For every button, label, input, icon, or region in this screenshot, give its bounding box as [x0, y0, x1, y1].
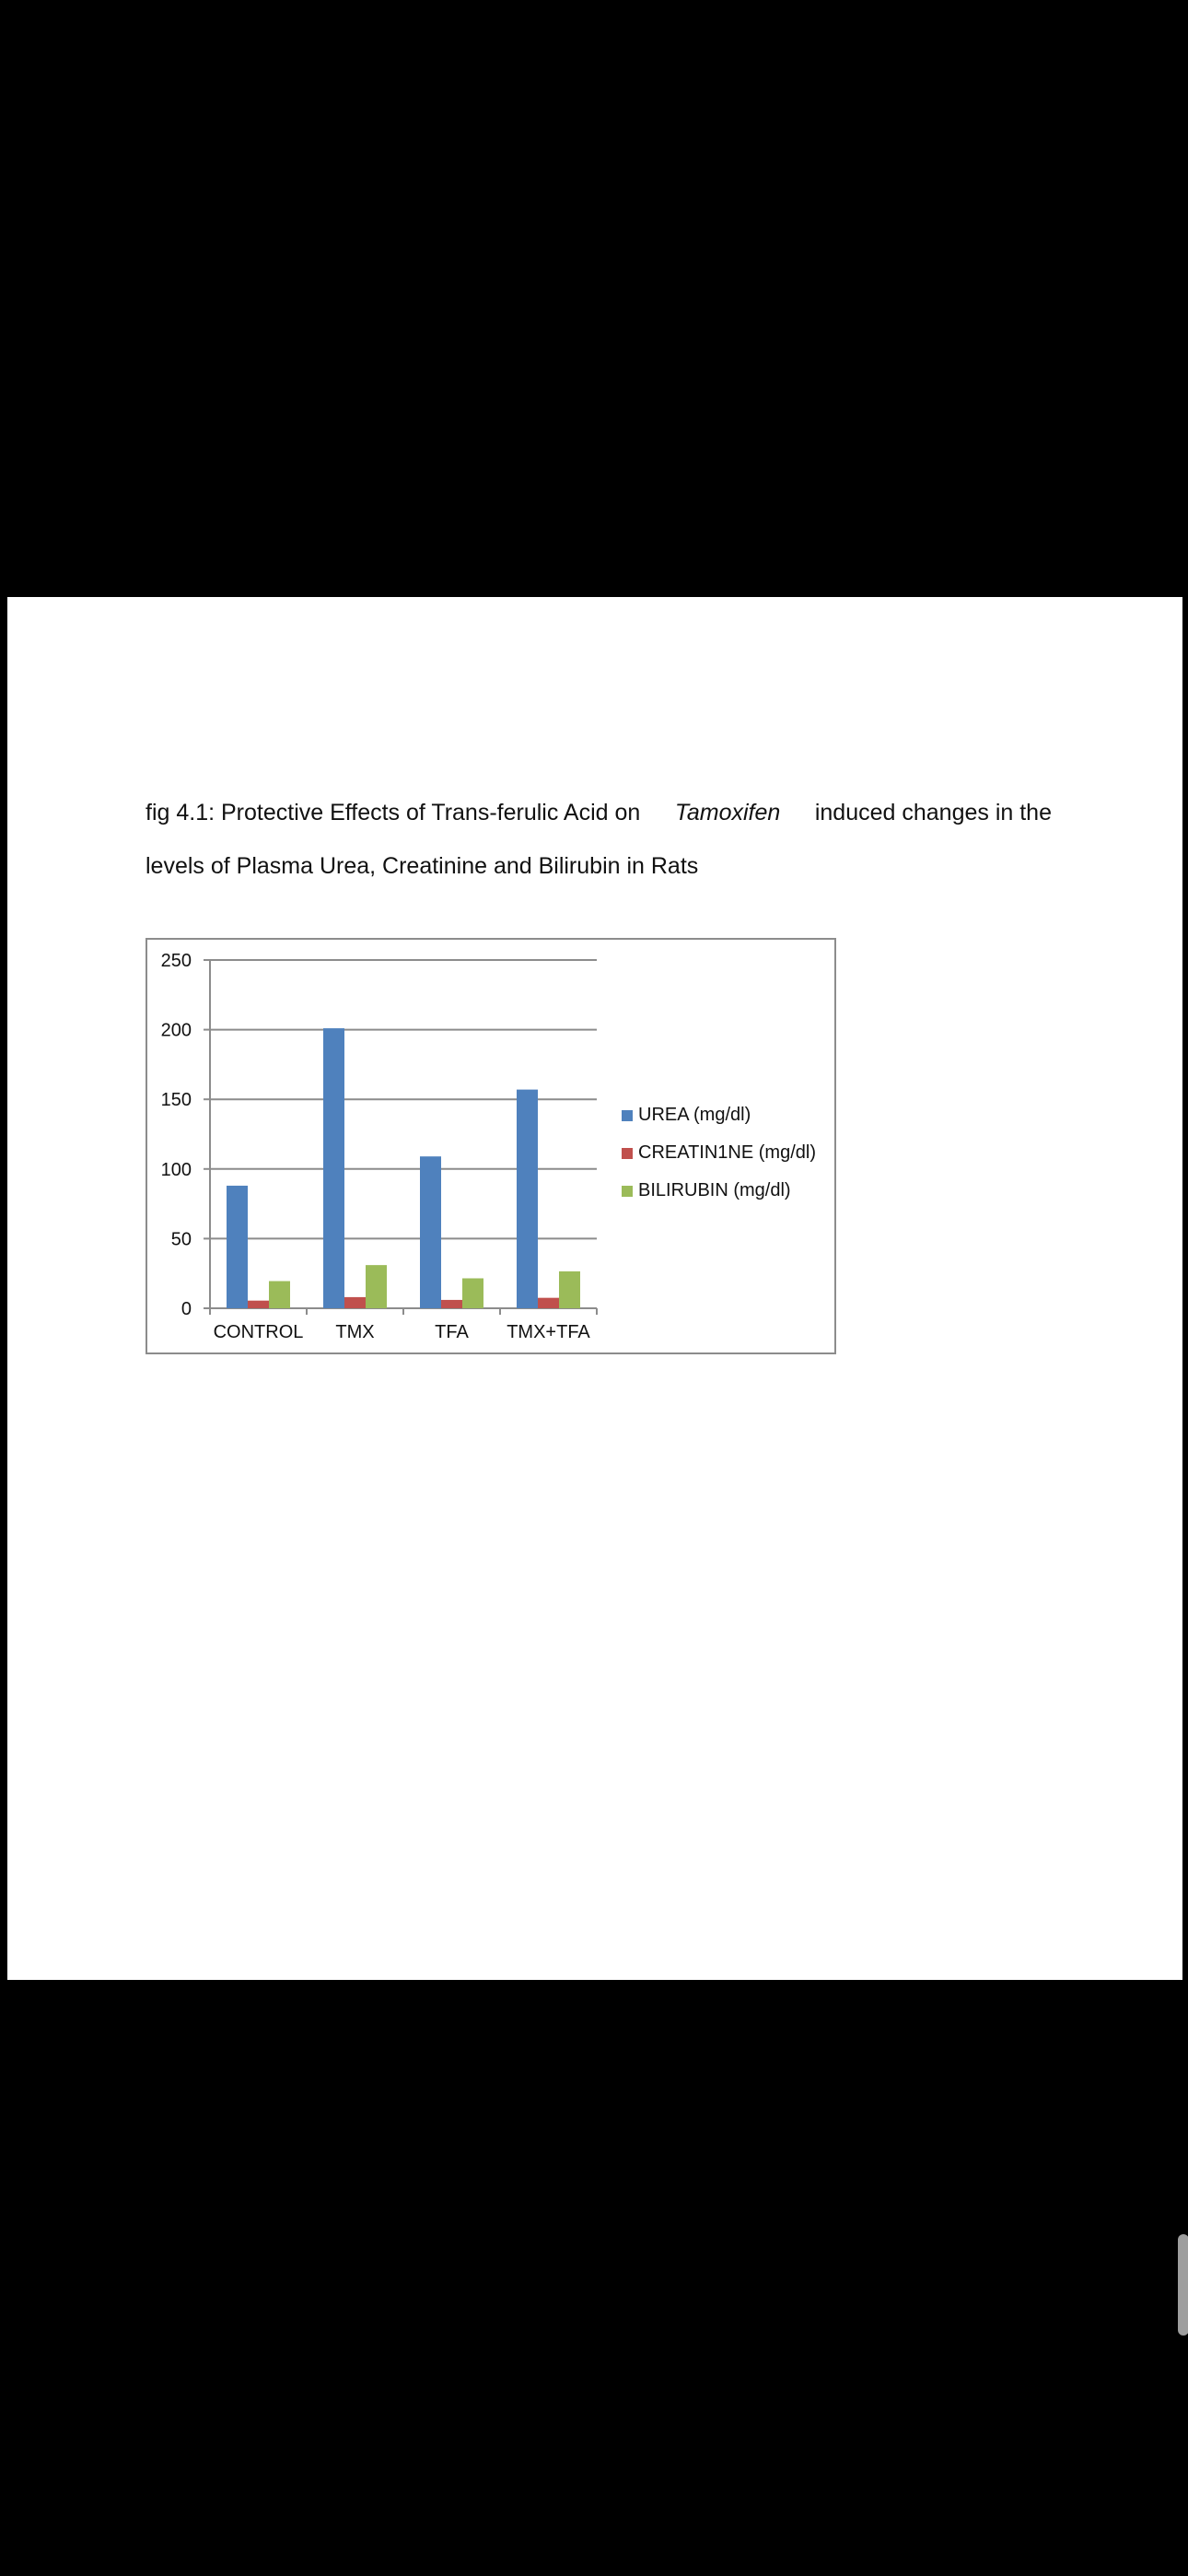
legend-label: CREATIN1NE (mg/dl) [638, 1142, 816, 1163]
document-page [7, 597, 1182, 1980]
bar [462, 1278, 483, 1308]
y-tick-label: 200 [160, 1020, 192, 1041]
bar [441, 1300, 462, 1308]
caption-italic-term: Tamoxifen [674, 800, 781, 825]
figure-caption [146, 796, 1052, 883]
x-tick-label: TFA [435, 1322, 469, 1342]
y-tick-label: 100 [160, 1159, 192, 1180]
chart-legend [622, 1096, 816, 1210]
caption-line-1 [146, 796, 1052, 829]
legend-label: BILIRUBIN (mg/dl) [638, 1180, 791, 1200]
bar [420, 1156, 441, 1308]
bar [517, 1090, 538, 1308]
bar-chart [146, 938, 836, 1354]
y-tick-label: 50 [170, 1229, 192, 1250]
caption-part-1: fig 4.1: Protective Effects of Trans-ferulic Acid on [146, 800, 641, 825]
legend-swatch [622, 1186, 633, 1197]
caption-line-2: levels of Plasma Urea, Creatinine and Bilirubin in Rats [146, 853, 699, 879]
legend-item [622, 1134, 816, 1172]
x-tick-label: CONTROL [213, 1322, 304, 1342]
y-tick-label: 0 [181, 1299, 192, 1319]
scrollbar-thumb[interactable] [1178, 2234, 1188, 2336]
bar [227, 1186, 248, 1308]
legend-label: UREA (mg/dl) [638, 1105, 751, 1125]
legend-swatch [622, 1110, 633, 1121]
y-tick-label: 150 [160, 1090, 192, 1111]
legend-item [622, 1096, 816, 1134]
x-tick-label: TMX [335, 1322, 375, 1342]
bar [366, 1265, 387, 1308]
bar [248, 1301, 269, 1308]
bar [269, 1282, 290, 1308]
bar [559, 1271, 580, 1308]
bar [344, 1297, 366, 1308]
legend-swatch [622, 1148, 633, 1159]
bar [323, 1028, 344, 1308]
x-tick-label: TMX+TFA [507, 1322, 590, 1342]
bar [538, 1298, 559, 1308]
caption-part-2: induced changes in the [814, 800, 1052, 825]
y-tick-label: 250 [160, 951, 192, 971]
legend-item [622, 1172, 816, 1210]
